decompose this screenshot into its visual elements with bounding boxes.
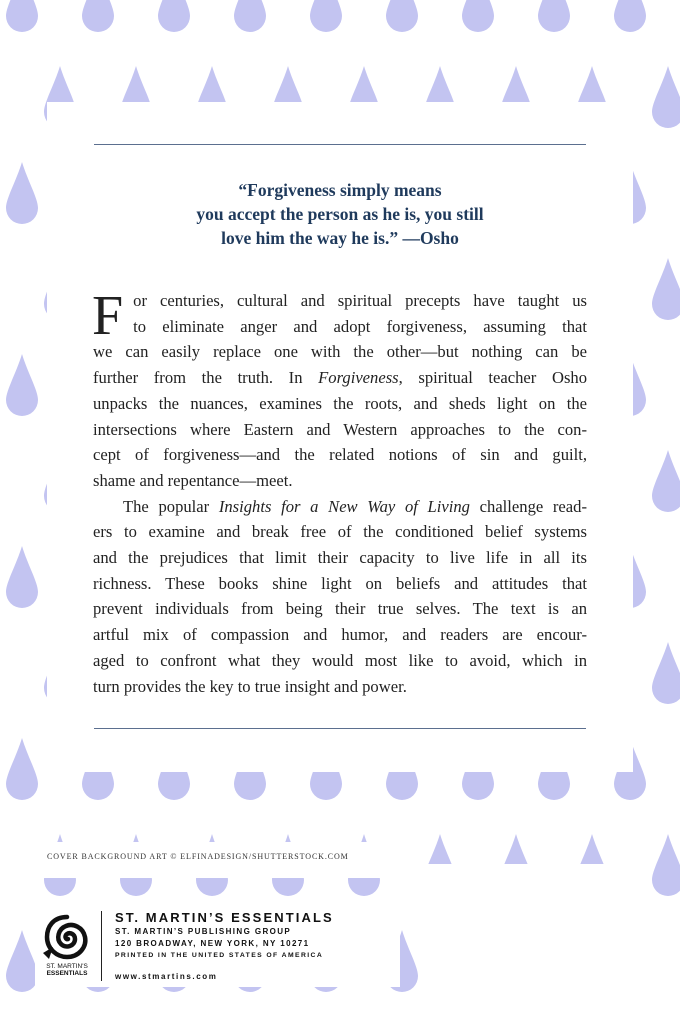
text-line: ers to examine and break free of the conditioned belief systems: [93, 522, 587, 542]
text-line: to eliminate anger and adopt forgiveness, assuming that: [133, 316, 587, 336]
publisher-info: [115, 909, 334, 981]
drop-cap: F: [92, 285, 124, 347]
text-line: unpacks the nuances, examines the roots, and sheds light on the: [93, 393, 587, 413]
publisher-block: [35, 903, 400, 987]
raindrop-shape: [158, 0, 190, 32]
raindrop-shape: [462, 0, 494, 32]
raindrop-shape: [652, 834, 680, 896]
art-credit: COVER BACKGROUND ART © ELFINADESIGN/SHUTTERSTOCK.COM: [47, 852, 349, 861]
logo-divider: [101, 911, 102, 981]
raindrop-shape: [6, 354, 38, 416]
raindrop-shape: [652, 450, 680, 512]
epigraph-quote: [107, 178, 573, 250]
raindrop-shape: [6, 738, 38, 800]
publisher-logo: [39, 913, 95, 977]
publisher-group: ST. MARTIN’S PUBLISHING GROUP: [115, 927, 292, 936]
text-line: aged to confront what they would most like to avoid, which in: [93, 650, 587, 670]
text-line: prevent individuals from being their true selves. The text is an: [93, 599, 587, 619]
raindrop-shape: [652, 66, 680, 128]
raindrop-shape: [652, 642, 680, 704]
bottom-divider: [94, 728, 586, 729]
text-line: intersections where Eastern and Western approaches to the con-: [93, 419, 587, 439]
raindrop-shape: [82, 0, 114, 32]
raindrop-shape: [310, 0, 342, 32]
paragraph-2: [93, 494, 587, 700]
raindrop-shape: [538, 0, 570, 32]
barcode-area: [418, 864, 650, 996]
publisher-address: 120 BROADWAY, NEW YORK, NY 10271: [115, 939, 310, 948]
text-line: richness. These books shine light on beliefs and attitudes that: [93, 573, 587, 593]
quote-line: you accept the person as he is, you still: [196, 204, 484, 224]
raindrop-shape: [234, 0, 266, 32]
title-italic: Forgiveness: [318, 368, 399, 388]
raindrop-shape: [6, 0, 38, 32]
publisher-name: ST. MARTIN’S ESSENTIALS: [115, 910, 334, 925]
paragraph-1: [92, 285, 587, 494]
text-line: cept of forgiveness—and the related notions of sin and guilt,: [93, 445, 587, 465]
quote-line: “Forgiveness simply means: [238, 180, 442, 200]
text-line: turn provides the key to true insight and power.: [93, 676, 407, 696]
top-divider: [94, 144, 586, 145]
text-line: shame and repentance—meet.: [93, 470, 293, 490]
text-line: further from the truth. In Forgiveness, spiritual teacher Osho: [93, 368, 587, 388]
raindrop-shape: [6, 546, 38, 608]
title-italic: Insights for a New Way of Living: [218, 496, 470, 516]
description-body: [92, 285, 587, 699]
printed-in: PRINTED IN THE UNITED STATES OF AMERICA: [115, 952, 324, 959]
text-line: or centuries, cultural and spiritual precepts have taught us: [133, 291, 587, 310]
text-line: The popular Insights for a New Way of Living challenge read-: [123, 496, 587, 516]
raindrop-shape: [386, 0, 418, 32]
raindrop-shape: [614, 0, 646, 32]
logo-text-line1: ST. MARTIN'S: [46, 963, 88, 970]
spiral-logo-icon: [39, 913, 95, 963]
raindrop-shape: [6, 930, 38, 992]
art-credit-box: [35, 842, 388, 878]
raindrop-shape: [6, 162, 38, 224]
text-line: and the prejudices that limit their capacity to live life in all its: [93, 548, 587, 568]
text-panel: [47, 102, 633, 772]
logo-text-line2: ESSENTIALS: [46, 970, 88, 977]
text-line: artful mix of compassion and humor, and readers are encour-: [93, 625, 587, 645]
text-line: we can easily replace one with the other—but nothing can be: [93, 342, 587, 362]
raindrop-shape: [652, 258, 680, 320]
publisher-url[interactable]: www.stmartins.com: [115, 972, 218, 981]
quote-line: love him the way he is.” —Osho: [221, 228, 459, 248]
